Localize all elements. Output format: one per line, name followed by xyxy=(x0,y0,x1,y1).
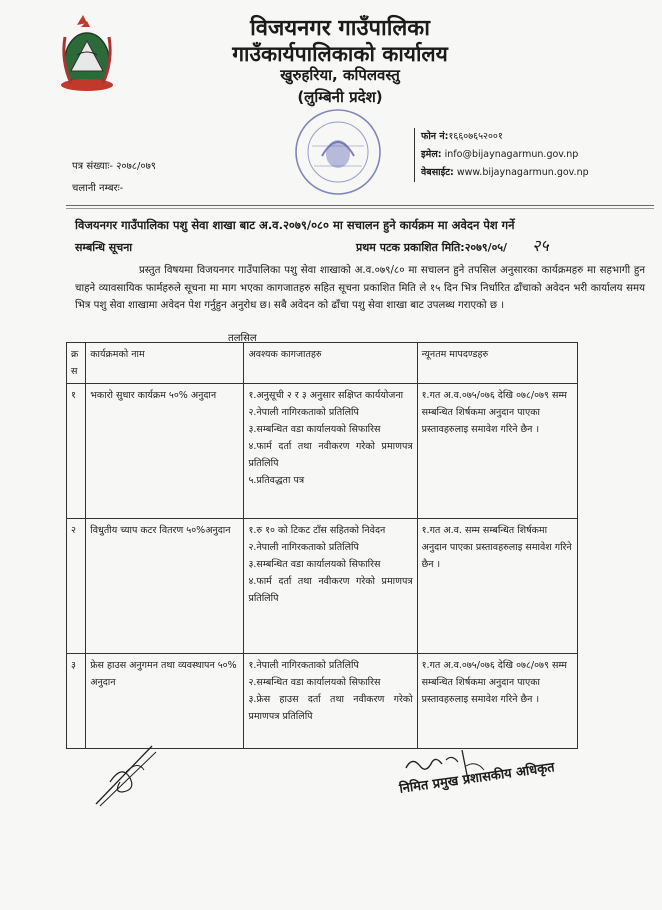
document-item: २.नेपाली नागिरकताको प्रतिलिपि xyxy=(248,542,359,553)
website-url: www.bijaynagarmun.gov.np xyxy=(456,167,589,178)
province-name: (लुम्बिनी प्रदेश) xyxy=(297,88,383,106)
dispatch-number-label: चलानी नम्बरः- xyxy=(72,183,124,194)
notice-body-text: प्रस्तुत विषयमा विजयनगर गाउँपालिका पशु सेवा शाखाको अ.व.०७९/८० मा सचालन हुने तपसिल अनुसारका कार्यक्रमहरु मा सहभागी हुन चाहने व्यावसायिक फार्महरुले सूचना मा माग भएका कागजातहरु सहित सूचना प्रकाशित मिति ले १५ दिन भित्र निर्धारित ढाँचाको अवेदन भरी कार्यालय समय भित्र पशु सेवा शाखामा अवेदन पेश गर्नुहुन अनुरोध छ। सबै अवेदन को ढाँचा पशु सेवा शाखा बाट उपलब्ध गराएको छ । xyxy=(75,265,645,311)
handwritten-date: २५ xyxy=(532,236,549,255)
document-item: २.सम्बन्धित वडा कार्यालयको सिफारिस xyxy=(248,677,381,688)
row-program: फ्रेस हाउस अनुगमन तथा व्यवस्थापन ५०% अनुदान xyxy=(86,654,244,749)
phone-number: १६६०७६५२००१ xyxy=(448,131,503,142)
first-published-date: प्रथम पटक प्रकाशित मिति:२०७९/०५/ xyxy=(356,241,508,254)
office-name: गाउँकार्यपालिकाको कार्यालय xyxy=(232,42,448,66)
contact-block xyxy=(414,128,653,182)
table-row xyxy=(67,654,578,749)
website-label: वेबसाईट: xyxy=(421,167,454,178)
table-row xyxy=(67,384,578,519)
col-header-program: कार्यक्रमको नाम xyxy=(86,343,244,384)
row-sn: ३ xyxy=(67,654,86,749)
row-sn: २ xyxy=(67,519,86,654)
document-item: २.नेपाली नागिरकताको प्रतिलिपि xyxy=(248,407,359,418)
letter-number xyxy=(72,158,156,172)
table-row xyxy=(67,519,578,654)
office-address: खुरुहरिया, कपिलवस्तु xyxy=(280,66,400,84)
row-documents xyxy=(244,519,417,654)
header-divider xyxy=(66,205,654,206)
row-criteria: १.गत अ.व. सम्म सम्बन्धित शिर्षकमा अनुदान पाएका प्रस्तावहरुलाइ समावेश गरिने छैन । xyxy=(417,519,577,654)
row-documents xyxy=(244,384,417,519)
document-item: ३.सम्बन्धित वडा कार्यालयको सिफारिस xyxy=(248,424,381,435)
notice-subject-line2: सम्बन्धि सूचना xyxy=(75,241,133,254)
table-caption: तलसिल xyxy=(228,333,257,344)
municipality-name: विजयनगर गाउँपालिका xyxy=(250,16,430,41)
handwritten-signature-left xyxy=(92,742,162,812)
nepal-emblem-icon xyxy=(57,13,157,95)
document-item: १.नेपाली नागिरकताको प्रतिलिपि xyxy=(248,660,359,671)
header-divider-secondary xyxy=(66,208,654,209)
table-header-row xyxy=(67,343,578,384)
row-program: भकारो सुधार कार्यक्रम ५०% अनुदान xyxy=(86,384,244,519)
col-header-documents: अवश्यक कागजातहरु xyxy=(244,343,417,384)
col-header-sn: क्र स xyxy=(67,343,86,384)
row-sn: १ xyxy=(67,384,86,519)
document-item: ३.सम्बन्धित वडा कार्यालयको सिफारिस xyxy=(248,559,381,570)
letter-number-label: पत्र संख्याः- xyxy=(72,161,114,172)
row-program: विधुतीय च्याप कटर वितरण ५०%अनुदान xyxy=(86,519,244,654)
letter-number-value: २०७८/०७९ xyxy=(116,161,156,172)
row-criteria: १.गत अ.व.०७५/०७६ देखि ०७८/०७९ सम्म सम्बन्धित शिर्षकमा अनुदान पाएका प्रस्तावहरुलाइ समावेश गरिने छैन । xyxy=(417,654,577,749)
document-item: ४.फार्म दर्ता तथा नवीकरण गरेको प्रमाणपत्र प्रतिलिपि xyxy=(248,441,413,469)
document-item: ४.फार्म दर्ता तथा नवीकरण गरेको प्रमाणपत्र प्रतिलिपि xyxy=(248,576,413,604)
phone-label: फोन नं: xyxy=(421,131,449,142)
notice-subject: विजयनगर गाउँपालिका पशु सेवा शाखा बाट अ.व.२०७९/०८० मा सचालन हुने कार्यक्रम मा अवेदन पेश गर्ने xyxy=(75,218,515,232)
row-documents xyxy=(244,654,417,749)
document-item: १.रु १० को टिकट टाँस सहितको निवेदन xyxy=(248,525,386,536)
document-item: ५.प्रतिवद्धता पत्र xyxy=(248,475,305,486)
email-label: इमेल: xyxy=(421,149,442,160)
office-seal-icon xyxy=(292,106,384,198)
officer-title: निमित प्रमुख प्रशासकीय अधिकृत xyxy=(398,760,556,797)
row-criteria: १.गत अ.व.०७५/०७६ देखि ०७८/०७९ सम्म सम्बन्धित शिर्षकमा अनुदान पाएका प्रस्तावहरुलाइ समावेश गरिने छैन । xyxy=(417,384,577,519)
document-item: ३.फ्रेस हाउस दर्ता तथा नवीकरण गरेको प्रमाणपत्र प्रतिलिपि xyxy=(248,694,413,722)
dispatch-number xyxy=(72,180,123,194)
program-table xyxy=(66,342,578,749)
email-address: info@bijaynagarmun.gov.np xyxy=(444,149,579,160)
document-item: १.अनुसूची २ र ३ अनुसार सक्षिप्त कार्ययोजना xyxy=(248,390,404,401)
notice-body xyxy=(75,262,645,315)
col-header-criteria: न्यूनतम मापदण्डहरु xyxy=(417,343,577,384)
